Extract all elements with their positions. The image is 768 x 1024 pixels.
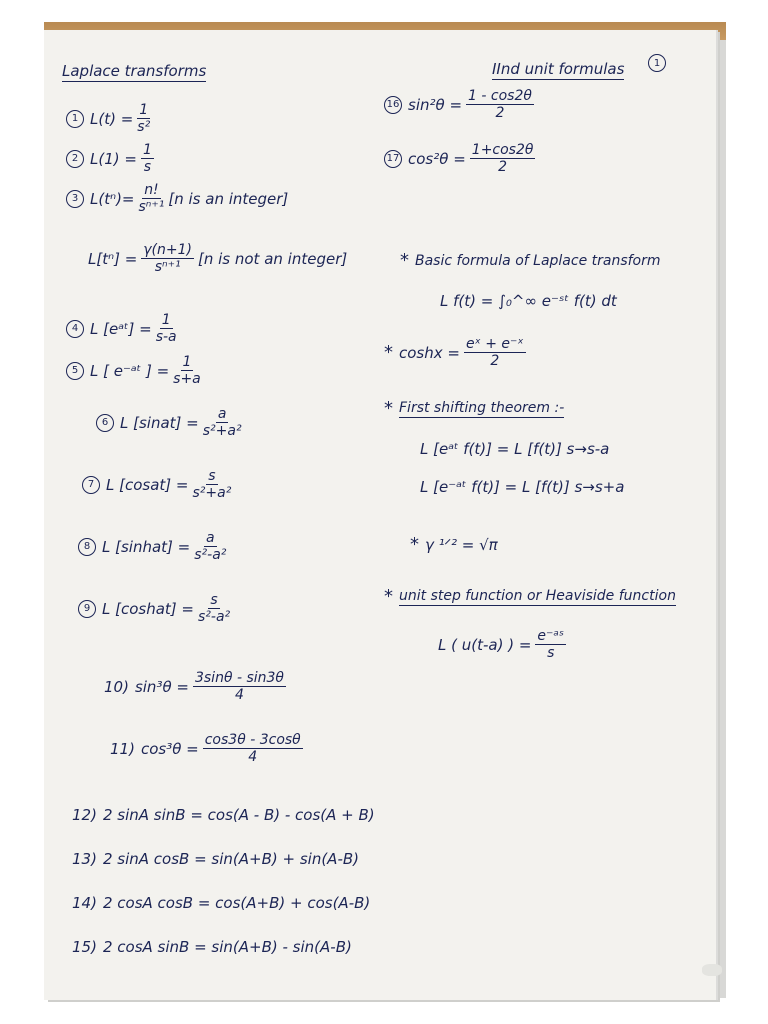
formula-number: 8 xyxy=(78,538,96,556)
shifting-line-1 xyxy=(420,440,609,458)
formula-number: 1 xyxy=(66,110,84,128)
fraction xyxy=(173,354,201,387)
formula-number: 16 xyxy=(384,96,402,114)
formula-lhs: sin²θ = xyxy=(408,95,463,114)
denominator: sⁿ⁺¹ xyxy=(154,259,181,276)
fraction xyxy=(156,312,177,345)
formula-15 xyxy=(72,938,352,956)
denominator: 2 xyxy=(498,159,508,176)
formula-note: [n is not an integer] xyxy=(198,249,348,268)
heading-text: unit step function or Heaviside function xyxy=(399,587,676,604)
formula-1 xyxy=(66,102,154,135)
formula-5 xyxy=(66,354,205,387)
denominator: s²-a² xyxy=(194,547,227,564)
fraction xyxy=(139,182,165,215)
formula-text: L f(t) = ∫₀^∞ e⁻ˢᵗ f(t) dt xyxy=(440,292,617,310)
formula-number: 4 xyxy=(66,320,84,338)
numerator: n! xyxy=(144,182,159,198)
fraction xyxy=(194,530,226,563)
numerator: 3sinθ - sin3θ xyxy=(194,670,284,686)
numerator: 1 xyxy=(139,102,149,118)
formula-lhs: L(t) = xyxy=(90,109,134,128)
formula-number: 10) xyxy=(104,677,129,696)
formula-6 xyxy=(96,406,246,439)
fraction xyxy=(535,628,566,661)
fraction xyxy=(203,732,303,765)
gamma-half xyxy=(410,534,498,555)
asterisk-icon: * xyxy=(410,534,419,555)
fraction xyxy=(141,142,154,175)
fraction xyxy=(192,468,231,501)
heading-text: Basic formula of Laplace transform xyxy=(415,252,661,269)
formula-14 xyxy=(72,894,370,912)
cosh-definition xyxy=(384,336,530,369)
formula-3 xyxy=(66,182,288,215)
denominator: 2 xyxy=(490,353,500,370)
unit-step-formula xyxy=(438,628,570,661)
denominator: s-a xyxy=(155,329,177,346)
basic-formula xyxy=(440,292,617,310)
formula-13 xyxy=(72,850,359,868)
denominator: s²-a² xyxy=(198,609,231,626)
page-number-mark xyxy=(648,54,672,72)
formula-lhs: L[tⁿ] = xyxy=(88,249,138,268)
numerator: a xyxy=(217,406,227,422)
asterisk-icon: * xyxy=(400,250,409,271)
numerator: e⁻ᵃˢ xyxy=(537,628,565,644)
asterisk-icon: * xyxy=(384,342,393,364)
basic-formula-heading xyxy=(400,250,661,271)
formula-lhs: L ( u(t-a) ) = xyxy=(438,635,532,654)
formula-number: 11) xyxy=(110,739,135,758)
fraction xyxy=(198,592,230,625)
fraction xyxy=(193,670,286,703)
numerator: a xyxy=(206,530,215,546)
formula-3b xyxy=(88,242,347,275)
formula-17 xyxy=(384,142,539,175)
numerator: 1 xyxy=(142,142,152,158)
formula-number: 2 xyxy=(66,150,84,168)
numerator: γ(n+1) xyxy=(143,242,192,258)
numerator: cos3θ - 3cosθ xyxy=(204,732,301,748)
formula-number: 17 xyxy=(384,150,402,168)
formula-number: 7 xyxy=(82,476,100,494)
formula-7 xyxy=(82,468,235,501)
asterisk-icon: * xyxy=(384,586,393,607)
formula-lhs: L [eᵃᵗ] = xyxy=(90,319,152,338)
formula-number: 13) xyxy=(72,850,97,868)
page-smudge xyxy=(702,964,722,976)
formula-note: [n is an integer] xyxy=(168,189,289,208)
formula-number: 15) xyxy=(72,938,97,956)
formula-lhs: L(tⁿ)= xyxy=(90,189,135,208)
formula-9 xyxy=(78,592,234,625)
formula-lhs: L [ e⁻ᵃᵗ ] = xyxy=(90,361,170,380)
formula-lhs: L [sinat] = xyxy=(120,413,199,432)
numerator: eˣ + e⁻ˣ xyxy=(465,336,524,352)
denominator: s²+a² xyxy=(202,423,242,440)
formula-number: 6 xyxy=(96,414,114,432)
fraction xyxy=(203,406,242,439)
denominator: sⁿ⁺¹ xyxy=(138,199,165,216)
formula-11 xyxy=(110,732,307,765)
formula-text: 2 cosA cosB = cos(A+B) + cos(A-B) xyxy=(102,894,371,912)
numerator: s xyxy=(208,468,216,484)
formula-lhs: L [coshat] = xyxy=(102,599,194,618)
formula-2 xyxy=(66,142,158,175)
formula-text: 2 sinA sinB = cos(A - B) - cos(A + B) xyxy=(102,806,375,824)
fraction xyxy=(137,102,150,135)
formula-16 xyxy=(384,88,538,121)
formula-text: L [eᵃᵗ f(t)] = L [f(t)] s→s-a xyxy=(420,440,610,458)
right-title: IInd unit formulas xyxy=(492,60,625,78)
formula-lhs: L [cosat] = xyxy=(106,475,189,494)
formula-number: 3 xyxy=(66,190,84,208)
left-title: Laplace transforms xyxy=(62,62,207,80)
denominator: 4 xyxy=(235,687,244,704)
numerator: s xyxy=(210,592,218,608)
unit-step-heading xyxy=(384,586,676,607)
numerator: 1 xyxy=(161,312,171,328)
numerator: 1 - cos2θ xyxy=(468,88,532,104)
formula-number: 14) xyxy=(72,894,97,912)
formula-text: L [e⁻ᵃᵗ f(t)] = L [f(t)] s→s+a xyxy=(420,478,625,496)
formula-lhs: L(1) = xyxy=(90,149,137,168)
numerator: 1+cos2θ xyxy=(471,142,534,158)
formula-10 xyxy=(104,670,290,703)
asterisk-icon: * xyxy=(384,398,393,419)
shifting-line-2 xyxy=(420,478,624,496)
denominator: s+a xyxy=(173,371,201,388)
denominator: 2 xyxy=(495,105,505,122)
formula-12 xyxy=(72,806,375,824)
denominator: 4 xyxy=(248,749,258,766)
formula-lhs: coshx = xyxy=(399,343,460,362)
formula-number: 12) xyxy=(72,806,97,824)
page-number: 1 xyxy=(648,54,666,72)
fraction xyxy=(464,336,526,369)
fraction xyxy=(141,242,194,275)
formula-lhs: sin³θ = xyxy=(134,677,189,696)
notebook-page xyxy=(44,30,716,1000)
formula-text: γ ¹ᐟ² = √π xyxy=(425,535,498,554)
formula-8 xyxy=(78,530,230,563)
formula-lhs: L [sinhat] = xyxy=(102,537,191,556)
formula-4 xyxy=(66,312,181,345)
formula-lhs: cos³θ = xyxy=(140,739,199,758)
heading-text: First shifting theorem :- xyxy=(399,399,565,416)
formula-text: 2 cosA sinB = sin(A+B) - sin(A-B) xyxy=(102,938,352,956)
formula-lhs: cos²θ = xyxy=(408,149,466,168)
shifting-heading xyxy=(384,398,564,419)
fraction xyxy=(470,142,536,175)
fraction xyxy=(466,88,534,121)
denominator: s xyxy=(547,645,555,662)
formula-number: 5 xyxy=(66,362,84,380)
formula-number: 9 xyxy=(78,600,96,618)
denominator: s² xyxy=(137,119,151,136)
denominator: s xyxy=(143,159,152,176)
denominator: s²+a² xyxy=(192,485,232,502)
formula-text: 2 sinA cosB = sin(A+B) + sin(A-B) xyxy=(102,850,359,868)
numerator: 1 xyxy=(182,354,192,370)
